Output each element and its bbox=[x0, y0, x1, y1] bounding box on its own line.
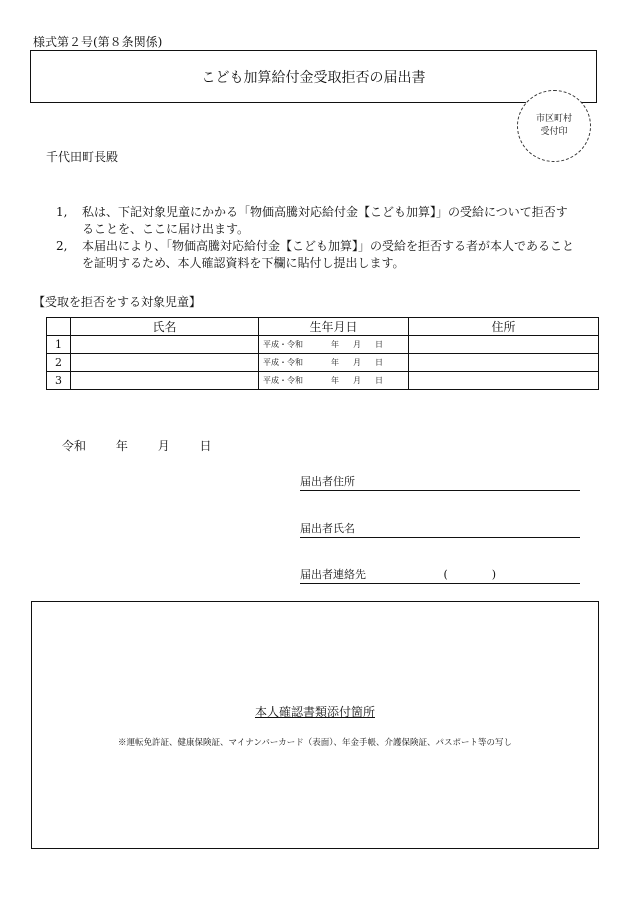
child-name-cell[interactable] bbox=[71, 354, 259, 372]
applicant-contact-label: 届出者連絡先 bbox=[300, 568, 366, 581]
stamp-line-1: 市区町村 bbox=[535, 114, 572, 124]
form-title: こども加算給付金受取拒否の届出書 bbox=[201, 69, 426, 86]
dob-day-label: 日 bbox=[375, 358, 383, 367]
statement-text: 私は、下記対象児童にかかる「物価高騰対応給付金【こども加算】」の受給について拒否することを、ここに届け出ます。 bbox=[82, 205, 568, 236]
child-name-cell[interactable] bbox=[71, 336, 259, 354]
children-table bbox=[46, 317, 599, 390]
applicant-address-field[interactable] bbox=[300, 473, 580, 491]
dob-day-label: 日 bbox=[375, 376, 383, 385]
statement-number: 2, bbox=[56, 239, 68, 253]
table-header-row bbox=[47, 318, 599, 336]
child-address-cell[interactable] bbox=[409, 354, 599, 372]
dob-month-label: 月 bbox=[353, 376, 361, 385]
dob-year-label: 年 bbox=[331, 340, 339, 349]
row-index: 1 bbox=[47, 336, 71, 354]
stamp-line-2: 受付印 bbox=[540, 127, 568, 137]
applicant-name-label: 届出者氏名 bbox=[300, 522, 355, 535]
table-row bbox=[47, 372, 599, 390]
date-day: 日 bbox=[199, 439, 212, 453]
addressee: 千代田町長殿 bbox=[46, 150, 119, 164]
dob-era: 平成・令和 bbox=[263, 358, 303, 367]
child-dob-cell[interactable] bbox=[259, 372, 409, 390]
header-dob: 生年月日 bbox=[259, 318, 409, 336]
id-attachment-area bbox=[31, 601, 599, 849]
section-label: 【受取を拒否をする対象児童】 bbox=[33, 295, 202, 309]
form-number: 様式第２号(第８条関係) bbox=[33, 35, 163, 49]
row-index: 3 bbox=[47, 372, 71, 390]
contact-parentheses: ( ) bbox=[443, 568, 497, 581]
dob-era: 平成・令和 bbox=[263, 340, 303, 349]
child-address-cell[interactable] bbox=[409, 372, 599, 390]
attachment-note: ※運転免許証、健康保険証、マイナンバーカード（表面）、年金手帳、介護保険証、パスポート等の写し bbox=[118, 738, 512, 748]
child-address-cell[interactable] bbox=[409, 336, 599, 354]
dob-day-label: 日 bbox=[375, 340, 383, 349]
dob-era: 平成・令和 bbox=[263, 376, 303, 385]
statement-item bbox=[56, 238, 576, 272]
statement-text: 本届出により、「物価高騰対応給付金【こども加算】」の受給を拒否する者が本人であることを証明するため、本人確認資料を下欄に貼付し提出します。 bbox=[82, 239, 575, 270]
dob-month-label: 月 bbox=[353, 340, 361, 349]
child-dob-cell[interactable] bbox=[259, 336, 409, 354]
row-index: 2 bbox=[47, 354, 71, 372]
table-row bbox=[47, 354, 599, 372]
date-era: 令和 bbox=[62, 439, 87, 453]
date-year: 年 bbox=[115, 439, 128, 453]
applicant-contact-field[interactable] bbox=[300, 566, 580, 584]
child-name-cell[interactable] bbox=[71, 372, 259, 390]
reception-stamp-area bbox=[517, 90, 591, 162]
dob-year-label: 年 bbox=[331, 376, 339, 385]
date-month: 月 bbox=[157, 439, 170, 453]
applicant-address-label: 届出者住所 bbox=[300, 475, 355, 488]
applicant-name-field[interactable] bbox=[300, 520, 580, 538]
statements bbox=[56, 204, 576, 272]
title-box bbox=[30, 50, 597, 103]
statement-item bbox=[56, 204, 576, 238]
header-name: 氏名 bbox=[71, 318, 259, 336]
header-address: 住所 bbox=[409, 318, 599, 336]
dob-month-label: 月 bbox=[353, 358, 361, 367]
table-row bbox=[47, 336, 599, 354]
child-dob-cell[interactable] bbox=[259, 354, 409, 372]
statement-number: 1, bbox=[56, 205, 68, 219]
dob-year-label: 年 bbox=[331, 358, 339, 367]
header-index bbox=[47, 318, 71, 336]
attachment-title: 本人確認書類添付箇所 bbox=[254, 705, 375, 719]
submission-date bbox=[62, 437, 238, 454]
